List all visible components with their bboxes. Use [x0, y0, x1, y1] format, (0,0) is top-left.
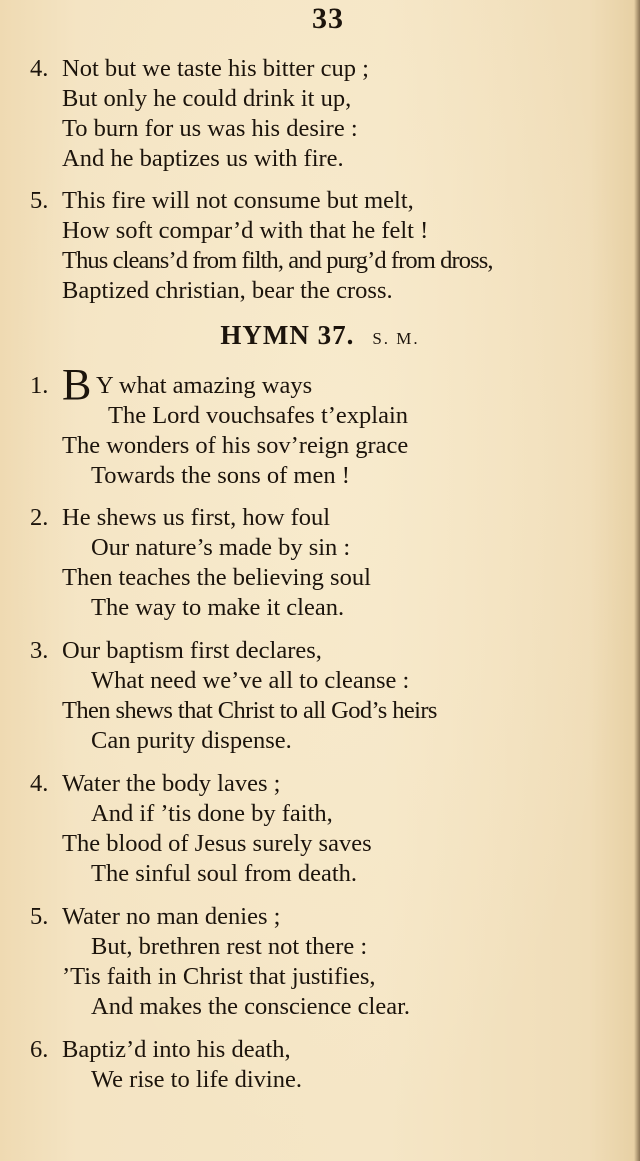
- stanza-line: [0, 114, 640, 144]
- verse-text: We rise to life divine.: [91, 1066, 302, 1093]
- stanza-line: [0, 726, 640, 756]
- verse-text: Water no man denies ;: [62, 903, 281, 930]
- stanza-line: [0, 503, 640, 533]
- hymn-heading: [0, 320, 640, 351]
- stanza-line: [0, 216, 640, 246]
- verse-text: But only he could drink it up,: [62, 85, 352, 112]
- stanza-line: [0, 186, 640, 216]
- hymn-title: HYMN 37.: [220, 320, 355, 350]
- verse-text: Our baptism first declares,: [62, 637, 322, 664]
- stanza-number: 3.: [30, 637, 49, 664]
- page-number: 33: [312, 2, 344, 35]
- hymn-stanza-4: [0, 769, 640, 889]
- stanza-line: [0, 829, 640, 859]
- stanza-line: [0, 992, 640, 1022]
- verse-text: ’Tis faith in Christ that justifies,: [62, 963, 376, 990]
- stanza-number: 6.: [30, 1036, 49, 1063]
- stanza-line: [0, 769, 640, 799]
- verse-text: Thus cleans’d from filth, and purg’d from dross,: [62, 247, 493, 274]
- verse-text: This fire will not consume but melt,: [62, 187, 414, 214]
- stanza-number: 5.: [30, 187, 49, 214]
- verse-text: But, brethren rest not there :: [91, 933, 368, 960]
- stanza-line: [0, 696, 640, 726]
- hymn-stanza-5: [0, 902, 640, 1022]
- hymn-stanza-3: [0, 636, 640, 756]
- stanza-line: [0, 1065, 640, 1095]
- verse-text: Then shews that Christ to all God’s heirs: [62, 697, 437, 724]
- stanza-number: 1.: [30, 372, 49, 399]
- stanza-line: [0, 859, 640, 889]
- stanza-line: [0, 563, 640, 593]
- stanza-line: [0, 962, 640, 992]
- stanza-line: [0, 84, 640, 114]
- drop-cap: B: [62, 360, 92, 409]
- stanza-prev-5: [0, 186, 640, 306]
- verse-text: Not but we taste his bitter cup ;: [62, 55, 369, 82]
- stanza-line: [0, 431, 640, 461]
- verse-text: The way to make it clean.: [91, 594, 345, 621]
- verse-text: He shews us first, how foul: [62, 504, 331, 531]
- stanza-line: [0, 360, 640, 409]
- stanza-line: [0, 533, 640, 563]
- verse-text: The blood of Jesus surely saves: [62, 830, 372, 857]
- verse-text: And he baptizes us with fire.: [62, 145, 344, 172]
- verse-text: Y what amazing ways: [96, 372, 313, 399]
- verse-text: And makes the conscience clear.: [91, 993, 411, 1020]
- stanza-line: [0, 636, 640, 666]
- stanza-number: 4.: [30, 55, 49, 82]
- verse-text: The wonders of his sov’reign grace: [62, 432, 409, 459]
- stanza-number: 4.: [30, 770, 49, 797]
- stanza-line: [0, 932, 640, 962]
- verse-text: The Lord vouchsafes t’explain: [108, 402, 409, 429]
- verse-text: Water the body laves ;: [62, 770, 281, 797]
- stanza-line: [0, 246, 640, 276]
- stanza-line: [0, 799, 640, 829]
- stanza-line: [0, 461, 640, 491]
- verse-text: Our nature’s made by sin :: [91, 534, 351, 561]
- stanza-line: [0, 902, 640, 932]
- verse-text: Baptiz’d into his death,: [62, 1036, 291, 1063]
- verse-text: How soft compar’d with that he felt !: [62, 217, 429, 244]
- verse-text: To burn for us was his desire :: [62, 115, 358, 142]
- verse-text: Baptized christian, bear the cross.: [62, 277, 393, 304]
- stanza-line: [0, 276, 640, 306]
- stanza-line: [0, 593, 640, 623]
- stanza-number: 2.: [30, 504, 49, 531]
- stanza-line: [0, 1035, 640, 1065]
- hymn-stanza-2: [0, 503, 640, 623]
- hymn-stanza-1: [0, 360, 640, 491]
- stanza-prev-4: [0, 54, 640, 174]
- hymn-meter: S. M.: [372, 329, 420, 348]
- verse-text: Towards the sons of men !: [91, 462, 350, 489]
- stanza-line: [0, 54, 640, 84]
- stanza-number: 5.: [30, 903, 49, 930]
- stanza-line: [0, 401, 640, 431]
- verse-text: Can purity dispense.: [91, 727, 292, 754]
- verse-text: What need we’ve all to cleanse :: [91, 667, 410, 694]
- stanza-line: [0, 144, 640, 174]
- verse-text: Then teaches the believing soul: [62, 564, 371, 591]
- hymn-stanza-6: [0, 1035, 640, 1095]
- verse-text: And if ’tis done by faith,: [91, 800, 333, 827]
- verse-text: The sinful soul from death.: [91, 860, 358, 887]
- stanza-line: [0, 666, 640, 696]
